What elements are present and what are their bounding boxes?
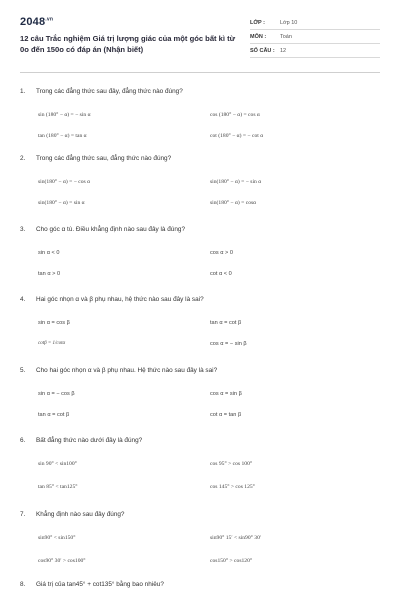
question-text: Cho hai góc nhọn α và β phụ nhau. Hệ thức nào sau đây là sai? [36,367,218,374]
question-5 [20,367,380,418]
question-text: Giá trị của tan45° + cot135° bằng bao nhiêu? [36,581,164,588]
answer-option[interactable]: cos90° 30′ > cos100° [38,558,86,564]
answer-option[interactable]: sin α = − cos β [38,391,75,397]
site-logo[interactable]: $2048^{.vn}$ [20,16,54,28]
answer-option[interactable]: sin 90° < sin100° [38,461,77,467]
meta-value: Lớp 10 [280,19,298,26]
answer-option[interactable]: tan (180° − α) = tan α [38,133,87,139]
answer-option[interactable]: tan α > 0 [38,271,61,277]
question-3 [20,226,380,277]
answer-option[interactable]: cotβ = 1/cotα [38,341,66,346]
meta-label: MÔN : [250,33,267,40]
question-number: 8. [20,581,26,588]
answer-option[interactable]: sin(180° − α) = sin α [38,200,85,206]
answer-option[interactable]: cos α > 0 [210,250,233,256]
question-6 [20,437,380,490]
question-8 [20,581,380,588]
question-text: Bất đẳng thức nào dưới đây là đúng? [36,437,143,444]
answer-option[interactable]: sin(180° − α) = − sin α [210,179,262,185]
meta-row-class [250,16,380,30]
worksheet-page [10,8,390,598]
answer-option[interactable]: cos 95° > cos 100° [210,461,253,467]
meta-value: 12 [280,47,287,54]
question-text: Trong các đẳng thức sau đây, đẳng thức nào đúng? [36,88,183,95]
question-7 [20,511,380,564]
meta-row-count [250,44,380,58]
answer-option[interactable]: cos α = sin β [210,391,242,397]
question-text: Cho góc α tù. Điều khẳng định nào sau đây là đúng? [36,226,186,233]
answer-option[interactable]: cos150° > cos120° [210,558,253,564]
answer-option[interactable]: sin(180° − α) = − cos α [38,179,91,185]
question-1 [20,88,380,139]
question-text: Trong các đẳng thức sau, đẳng thức nào đúng? [36,155,172,162]
meta-table [250,16,380,58]
answer-option[interactable]: cot (180° − α) = − cot α [210,133,264,139]
question-text: Khẳng định nào sau đây đúng? [36,511,125,518]
header-divider [20,72,380,73]
answer-option[interactable]: tan 85° < tan125° [38,484,78,490]
answer-option[interactable]: cos α = − sin β [210,341,247,347]
question-number: 7. [20,511,26,518]
answer-option[interactable]: cot α = tan β [210,412,242,418]
answer-option[interactable]: sin (180° − α) = − sin α [38,112,91,118]
answer-option[interactable]: tan α = cot β [210,320,242,326]
meta-label: LỚP : [250,19,265,26]
meta-value: Toán [280,33,292,40]
question-number: 6. [20,437,26,444]
question-number: 4. [20,296,26,303]
answer-option[interactable]: sin α < 0 [38,250,60,256]
question-number: 2. [20,155,26,162]
answer-option[interactable]: cot α < 0 [210,271,232,277]
answer-option[interactable]: sin α = cos β [38,320,70,326]
question-number: 5. [20,367,26,374]
answer-option[interactable]: sin90° < sin150° [38,535,76,541]
question-number: 1. [20,88,26,95]
question-4 [20,296,380,347]
document-title: 12 câu Trắc nghiệm Giá trị lượng giác của một góc bất kì từ 0o đến 150o có đáp án (Nhận biết) [20,34,236,54]
answer-option[interactable]: cos (180° − α) = cos α [210,112,260,118]
answer-option[interactable]: sin90° 15′ < sin90° 30′ [210,535,262,541]
header [10,8,390,66]
answer-option[interactable]: tan α = cot β [38,412,70,418]
meta-row-subject [250,30,380,44]
question-2 [20,155,380,206]
answer-option[interactable]: cos 145° > cos 125° [210,484,255,490]
question-text: Hai góc nhọn α và β phụ nhau, hệ thức nào sau đây là sai? [36,296,204,303]
question-number: 3. [20,226,26,233]
answer-option[interactable]: sin(180° − α) = cosα [210,200,257,206]
meta-label: SỐ CÂU : [250,47,275,54]
